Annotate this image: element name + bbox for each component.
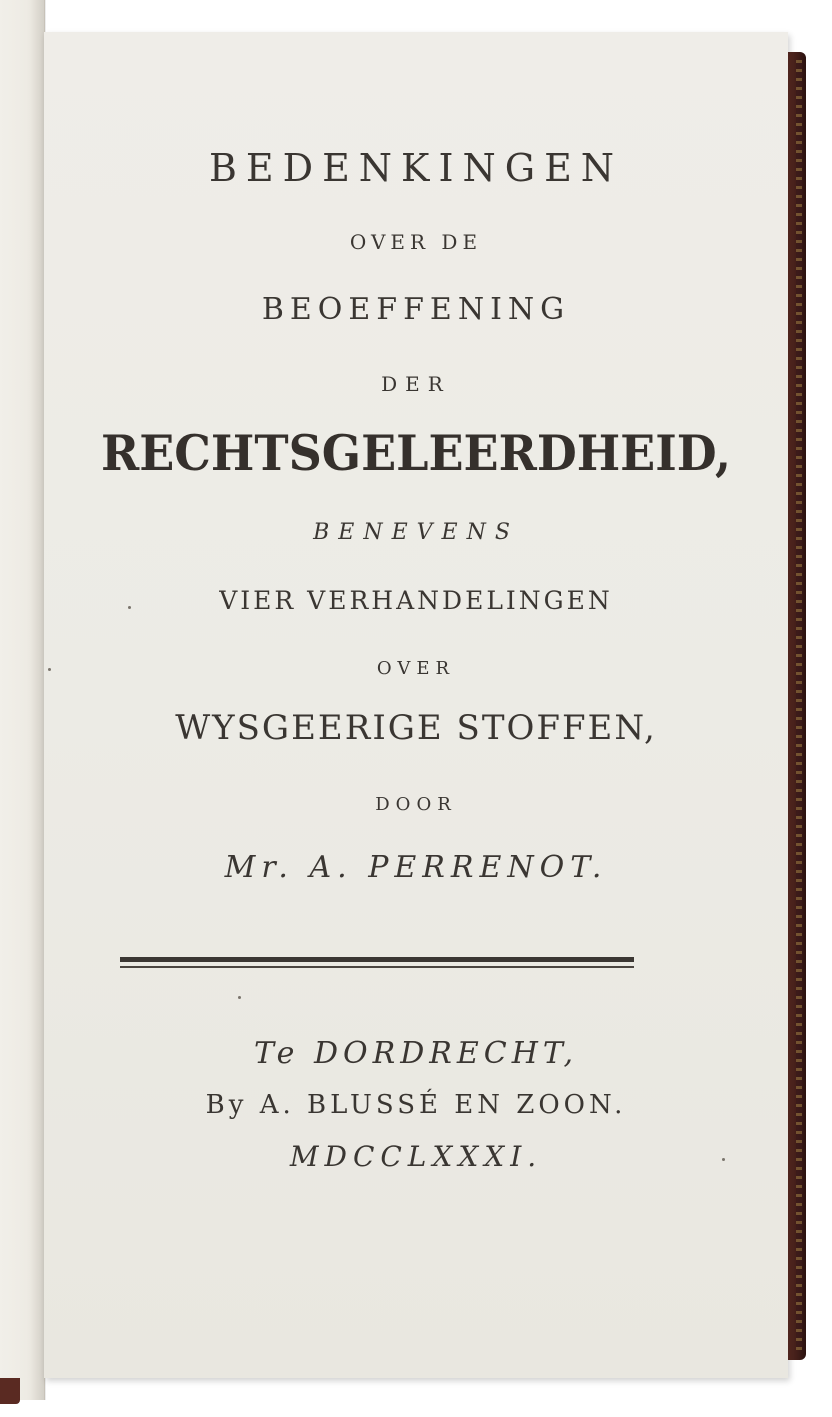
title-line-wysgeerige-stoffen: WYSGEERIGE STOFFEN, [175,708,657,748]
title-line-bedenkingen: BEDENKINGEN [208,146,624,190]
title-line-over: OVER [376,658,456,679]
cover-corner [0,1378,20,1404]
title-line-vier-verhandelingen: VIER VERHANDELINGEN [219,586,613,615]
title-line-beoeffening: BEOEFFENING [261,292,571,327]
double-rule-divider [120,957,634,969]
title-line-benevens: BENEVENS [313,520,519,545]
author-line: Mr. A. PERRENOT. [224,850,608,885]
paper-speck [48,668,51,671]
imprint-place: Te DORDRECHT, [254,1036,578,1071]
title-line-door: DOOR [375,794,457,815]
title-line-rechtsgeleerdheid: RECHTSGELEERDHEID, [100,424,732,482]
imprint-publisher: By A. BLUSSÉ EN ZOON. [205,1090,627,1120]
title-line-over-de: OVER DE [349,230,483,254]
imprint-year: MDCCLXXXI. [289,1140,543,1173]
paper-speck [238,996,241,999]
rule-thick [120,957,634,962]
paper-speck [128,606,131,609]
rule-thin [120,966,634,968]
paper-speck [722,1158,725,1161]
title-line-der: DER [381,372,451,396]
